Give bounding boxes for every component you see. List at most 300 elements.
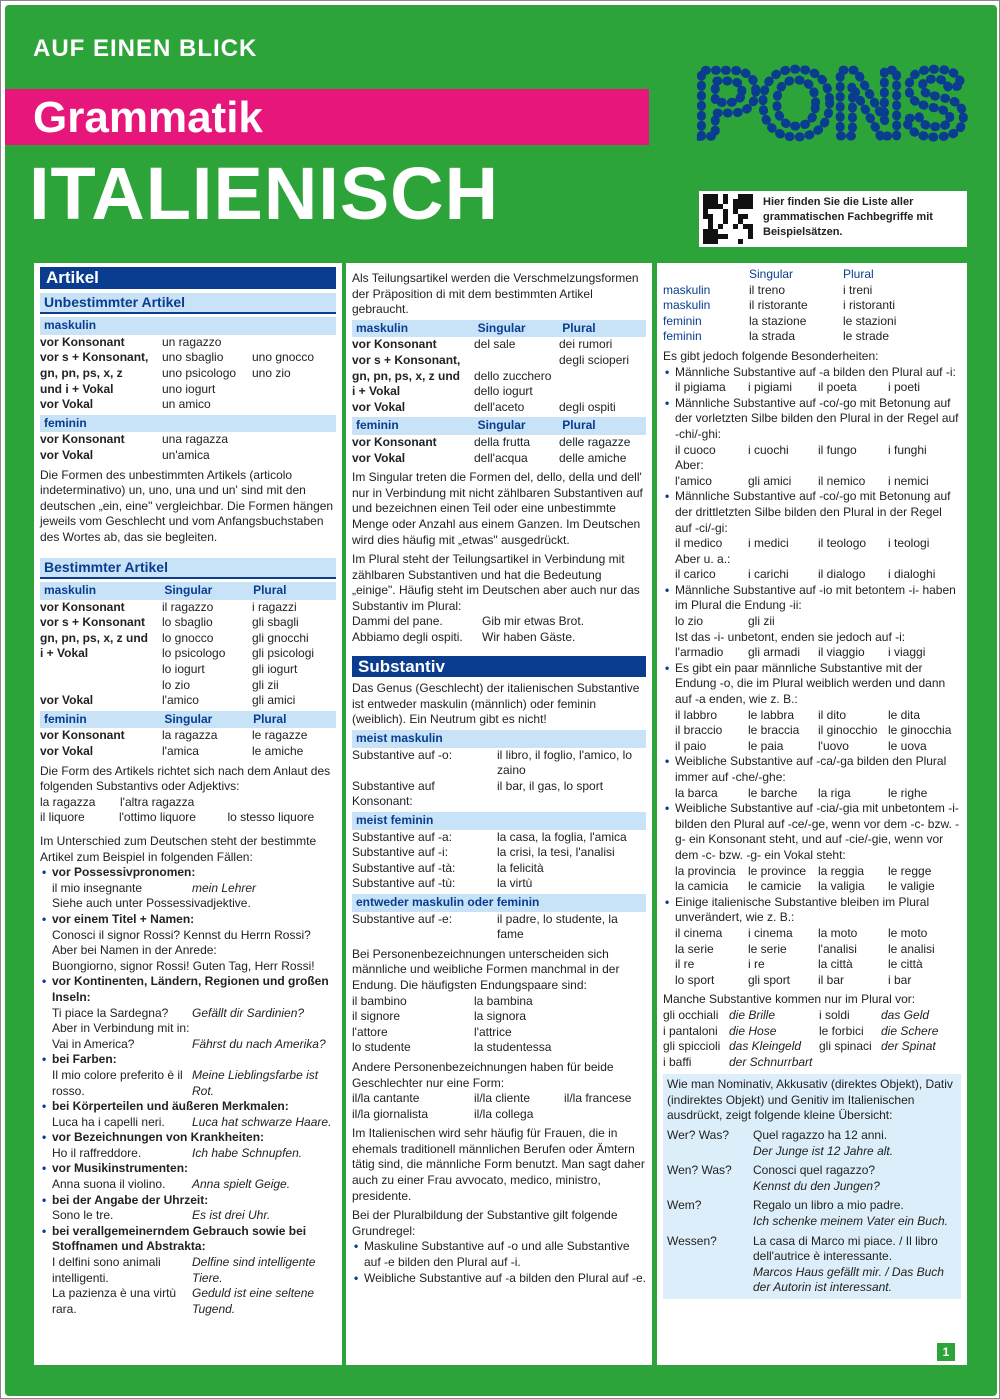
example-row bbox=[40, 881, 336, 897]
case-question: Wen? Was? bbox=[667, 1163, 732, 1178]
table-cell: vor Konsonant bbox=[352, 434, 437, 449]
table-cell bbox=[252, 397, 332, 413]
example-cell: il cinema bbox=[675, 925, 723, 940]
table-header bbox=[352, 320, 646, 338]
example-row bbox=[663, 630, 961, 646]
example-cell: le dita bbox=[888, 707, 921, 722]
table-cell: le ragazze bbox=[252, 728, 308, 743]
paragraph: Das Genus (Geschlecht) der italienischen Substantive ist entweder maskulin (männlich) oder feminin (weiblich). Ein Neutrum gibt es nicht! bbox=[352, 681, 640, 727]
list-item: • bei Farben: bbox=[40, 1052, 336, 1068]
table-cell: vor Konsonant bbox=[40, 728, 125, 743]
table-cell: lo sbaglio bbox=[162, 615, 213, 630]
example-row bbox=[663, 957, 961, 973]
example-cell: le province bbox=[748, 863, 807, 878]
example-it: Conosci il signor Rossi? Kennst du Herrn Rossi? bbox=[52, 927, 311, 942]
table-cell: vor Konsonant bbox=[40, 599, 125, 614]
table-cell bbox=[474, 353, 559, 369]
table-cell: lo zio bbox=[162, 677, 191, 692]
paragraph: Als Teilungsartikel werden die Verschmelzungsformen der Präposition di mit dem bestimmten Artikel gebraucht. bbox=[352, 271, 639, 317]
table-row bbox=[40, 744, 336, 760]
example-row bbox=[40, 1021, 336, 1037]
table-cell: l'amico bbox=[162, 693, 199, 708]
header-cell: feminin bbox=[44, 711, 87, 726]
qr-code-icon[interactable] bbox=[703, 194, 753, 244]
case-it: Regalo un libro a mio padre. bbox=[753, 1198, 904, 1213]
example-cell: il braccio bbox=[675, 723, 723, 738]
example-cell: le paia bbox=[748, 738, 784, 753]
example-cell: il medico bbox=[675, 536, 723, 551]
table-cell: Substantive auf -tù: bbox=[352, 876, 456, 891]
table-cell: l'amica bbox=[162, 744, 199, 759]
table-cell: uno zio bbox=[252, 365, 291, 380]
table-row bbox=[663, 1008, 961, 1024]
table-cell: lo iogurt bbox=[162, 662, 205, 677]
header-cell: Singular bbox=[164, 711, 213, 726]
table-cell: maskulin bbox=[663, 282, 711, 297]
example-row bbox=[40, 1255, 336, 1286]
table-cell: delle ragazze bbox=[559, 434, 631, 449]
table-row bbox=[40, 397, 336, 413]
case-de: Der Junge ist 12 Jahre alt. bbox=[753, 1143, 894, 1158]
example-de: Gefällt dir Sardinien? bbox=[192, 1005, 305, 1020]
example-cell: la riga bbox=[818, 785, 851, 800]
table-cell: i pantaloni bbox=[663, 1023, 718, 1038]
table-row bbox=[40, 810, 336, 826]
gender-label: meist feminin bbox=[352, 812, 646, 830]
case-it: Quel ragazzo ha 12 anni. bbox=[753, 1128, 888, 1143]
example-cell bbox=[818, 614, 888, 630]
example-de: Es ist drei Uhr. bbox=[192, 1208, 271, 1223]
table-row bbox=[352, 1009, 646, 1025]
example-cell: il cuoco bbox=[675, 442, 716, 457]
table-cell: della frutta bbox=[474, 434, 531, 449]
case-row bbox=[667, 1234, 957, 1296]
table-cell: Gib mir etwas Brot. bbox=[482, 614, 585, 629]
example-cell: le città bbox=[888, 957, 923, 972]
table-row bbox=[352, 369, 646, 385]
example-cell: i viaggi bbox=[888, 645, 926, 660]
table-cell: il ristorante bbox=[749, 298, 808, 313]
table-cell bbox=[881, 1055, 951, 1071]
table-cell: l'attrice bbox=[474, 1024, 512, 1039]
table-cell: gli spinaci bbox=[819, 1039, 872, 1054]
example-cell: il bar bbox=[818, 972, 845, 987]
table-cell: gli sbagli bbox=[252, 615, 299, 630]
table-cell: la crisi, la tesi, l'analisi bbox=[497, 845, 615, 860]
header-cell: Singular bbox=[477, 418, 526, 433]
table-row bbox=[352, 830, 646, 846]
example-row bbox=[663, 474, 961, 490]
table-cell: il libro, il foglio, l'amico, lo zaino bbox=[497, 747, 633, 778]
example-row bbox=[663, 380, 961, 396]
table-cell: la signora bbox=[474, 1009, 527, 1024]
example-de: Geduld ist eine seltene Tugend. bbox=[192, 1286, 315, 1316]
table-row bbox=[352, 1091, 646, 1107]
table-cell: il signore bbox=[352, 1009, 401, 1024]
paragraph: Im Singular treten die Formen del, dello, della und dell' nur in Verbindung mit nicht zählbaren Substantiven auf und bezeichnen einen Teil oder eine unbestimmte Menge oder Anzahl aus einem Ganzen. Im Deutschen wird dies häufig mit „etwas" ausgedrückt. bbox=[352, 470, 643, 547]
table-row bbox=[352, 748, 646, 779]
example-row bbox=[663, 786, 961, 802]
header-cell: Plural bbox=[253, 583, 287, 598]
table-cell: Abbiamo degli ospiti. bbox=[352, 630, 463, 645]
subtitle-bar bbox=[5, 89, 649, 145]
table-cell: das Geld bbox=[881, 1007, 930, 1022]
case-examples bbox=[753, 1198, 953, 1229]
example-cell: il viaggio bbox=[818, 645, 865, 660]
table-cell: vor Vokal bbox=[352, 399, 406, 414]
table-row bbox=[352, 451, 646, 467]
table-cell: Substantive auf -i: bbox=[352, 845, 449, 860]
table-cell: il treno bbox=[749, 282, 786, 297]
example-row bbox=[663, 645, 961, 661]
table-cell: la virtù bbox=[497, 876, 533, 891]
series-label: AUF EINEN BLICK bbox=[33, 35, 258, 62]
example-cell: l'amico bbox=[675, 473, 712, 488]
table-row bbox=[40, 350, 336, 366]
case-box bbox=[663, 1074, 961, 1299]
example-cell: l'analisi bbox=[818, 941, 857, 956]
table-row bbox=[40, 693, 336, 709]
table-cell: die Brille bbox=[729, 1007, 776, 1022]
table-cell: del sale bbox=[474, 337, 516, 352]
example-cell: gli sport bbox=[748, 972, 791, 987]
table-cell: l'ottimo liquore bbox=[118, 810, 196, 825]
table-cell: der Spinat bbox=[881, 1039, 936, 1054]
example-row bbox=[40, 1146, 336, 1162]
header-cell: Singular bbox=[164, 583, 213, 598]
example-cell: i dialoghi bbox=[888, 567, 936, 582]
table-cell: vor Konsonant bbox=[352, 337, 437, 352]
table-cell: l'attore bbox=[352, 1024, 388, 1039]
table-cell: gli gnocchi bbox=[252, 630, 309, 645]
example-row bbox=[40, 1208, 336, 1224]
case-question: Wer? Was? bbox=[667, 1128, 730, 1143]
case-question: Wem? bbox=[667, 1198, 702, 1213]
gender-label: maskulin bbox=[40, 317, 336, 335]
list-item: • Männliche Substantive auf -co/-go mit Betonung auf der vorletzten Silbe bilden den Plural in der Regel auf -chi/-ghi: bbox=[663, 396, 961, 443]
paragraph: Im Unterschied zum Deutschen steht der bestimmte Artikel zum Beispiel in folgenden Fällen: bbox=[40, 834, 317, 864]
section-title: Artikel bbox=[40, 267, 336, 289]
table-cell: gli zii bbox=[252, 677, 279, 692]
table-cell: degli scioperi bbox=[559, 352, 630, 367]
table-cell: i ragazzi bbox=[252, 599, 297, 614]
example-de: Luca hat schwarze Haare. bbox=[192, 1114, 332, 1129]
header-cell: Plural bbox=[253, 711, 287, 726]
table-row bbox=[352, 876, 646, 892]
table-row bbox=[663, 1039, 961, 1055]
list-item: • vor Bezeichnungen von Krankheiten: bbox=[40, 1130, 336, 1146]
example-cell bbox=[888, 614, 958, 630]
example-cell: il paio bbox=[675, 738, 707, 753]
table-cell: la bambina bbox=[474, 993, 533, 1008]
list-item: • vor einem Titel + Namen: bbox=[40, 912, 336, 928]
header-cell: maskulin bbox=[356, 320, 409, 335]
table-cell: maskulin bbox=[663, 298, 711, 313]
table-cell: il/la francese bbox=[564, 1091, 632, 1106]
example-row bbox=[663, 458, 961, 474]
table-row bbox=[40, 448, 336, 464]
table-cell bbox=[559, 384, 644, 400]
example-row bbox=[40, 1068, 336, 1099]
table-cell: le forbici bbox=[819, 1023, 864, 1038]
table-row bbox=[352, 1040, 646, 1056]
table-cell: il bar, il gas, lo sport bbox=[497, 778, 604, 793]
table-cell: vor Vokal bbox=[40, 744, 94, 759]
header-cell: Plural bbox=[843, 267, 874, 281]
example-it: Sono le tre. bbox=[52, 1208, 114, 1223]
example-cell: l'armadio bbox=[675, 645, 724, 660]
table-row bbox=[352, 1025, 646, 1041]
example-it: Il mio colore preferito è il rosso. bbox=[52, 1067, 183, 1098]
example-cell: la moto bbox=[818, 925, 858, 940]
table-cell: Substantive auf -e: bbox=[352, 911, 453, 926]
list-item: • vor Kontinenten, Ländern, Regionen und großen Inseln: bbox=[40, 974, 336, 1005]
table-row bbox=[40, 646, 336, 662]
example-cell: le braccia bbox=[748, 723, 800, 738]
table-row bbox=[352, 1107, 646, 1123]
list-item: • bei der Angabe der Uhrzeit: bbox=[40, 1193, 336, 1209]
example-cell: i medici bbox=[748, 536, 789, 551]
example-cell: il fungo bbox=[818, 442, 857, 457]
table-cell: vor Konsonant bbox=[40, 334, 125, 349]
table-cell: dello zucchero bbox=[474, 368, 552, 383]
case-de: Kennst du den Jungen? bbox=[753, 1178, 880, 1193]
example-de: mein Lehrer bbox=[192, 880, 257, 895]
table-cell: vor s + Konsonant bbox=[40, 615, 146, 630]
example-cell: il poeta bbox=[818, 380, 857, 395]
table-cell: il ragazzo bbox=[162, 599, 214, 614]
column-3 bbox=[657, 263, 967, 1365]
example-row bbox=[40, 1286, 336, 1317]
example-row bbox=[663, 864, 961, 880]
table-cell: der Schnurrbart bbox=[729, 1054, 813, 1069]
table-cell: le amiche bbox=[252, 744, 304, 759]
example-de: Delfine sind intelligente Tiere. bbox=[192, 1255, 316, 1285]
table-cell: gn, pn, ps, x, z und bbox=[40, 630, 148, 645]
table-cell: uno psicologo bbox=[162, 365, 237, 380]
example-it: Luca ha i capelli neri. bbox=[52, 1114, 165, 1129]
example-row bbox=[663, 443, 961, 459]
table-cell: la strada bbox=[749, 329, 796, 344]
example-cell: il dito bbox=[818, 707, 847, 722]
table-cell: gli amici bbox=[252, 693, 296, 708]
example-cell: i carichi bbox=[748, 567, 789, 582]
table-cell: uno sbaglio bbox=[162, 350, 224, 365]
table-cell: uno iogurt bbox=[162, 381, 216, 396]
example-cell: Ist das -i- unbetont, enden sie jedoch auf -i: bbox=[675, 629, 906, 644]
paragraph: Bei der Pluralbildung der Substantive gilt folgende Grundregel: bbox=[352, 1208, 618, 1238]
case-it: La casa di Marco mi piace. / Il libro dell'autrice è interessante. bbox=[753, 1233, 938, 1264]
table-row bbox=[352, 779, 646, 810]
table-cell: lo psicologo bbox=[162, 646, 226, 661]
table-cell: il/la cantante bbox=[352, 1091, 420, 1106]
case-de: Ich schenke meinem Vater ein Buch. bbox=[753, 1214, 948, 1229]
example-cell: i cuochi bbox=[748, 442, 789, 457]
example-it: Ho il raffreddore. bbox=[52, 1145, 142, 1160]
table-cell: il liquore bbox=[40, 810, 85, 825]
column-2 bbox=[346, 263, 652, 1365]
qr-box bbox=[699, 191, 967, 247]
header-cell: Singular bbox=[477, 320, 526, 335]
example-row bbox=[663, 926, 961, 942]
case-question: Wessen? bbox=[667, 1233, 717, 1248]
table-cell: i soldi bbox=[819, 1007, 850, 1022]
table-cell: Substantive auf Konsonant: bbox=[352, 778, 435, 809]
table-cell: uno gnocco bbox=[252, 350, 315, 365]
example-it: I delfini sono animali intelligenti. bbox=[52, 1255, 161, 1285]
example-cell: la valigia bbox=[818, 879, 865, 894]
table-cell: dell'aceto bbox=[474, 399, 525, 414]
table-cell: gli spiccioli bbox=[663, 1039, 721, 1054]
example-row bbox=[40, 1115, 336, 1131]
gender-label: meist maskulin bbox=[352, 730, 646, 748]
example-de: Fährst du nach Amerika? bbox=[192, 1036, 326, 1051]
example-cell: le labbra bbox=[748, 707, 795, 722]
table-cell: die Hose bbox=[729, 1023, 777, 1038]
table-cell: lo studente bbox=[352, 1040, 411, 1055]
main-title: ITALIENISCH bbox=[29, 152, 500, 235]
table-cell: la stazione bbox=[749, 313, 807, 328]
example-it: Aber bei Namen in der Anrede: bbox=[52, 943, 217, 958]
example-row bbox=[663, 614, 961, 630]
table-cell: feminin bbox=[663, 329, 702, 344]
table-cell: gn, pn, ps, x, z und bbox=[352, 368, 460, 383]
header-cell: Plural bbox=[562, 418, 596, 433]
table-cell: un ragazzo bbox=[162, 334, 222, 349]
table-cell: i baffi bbox=[663, 1054, 692, 1069]
example-row bbox=[40, 959, 336, 975]
table-cell: la ragazza bbox=[162, 728, 218, 743]
table-row bbox=[40, 678, 336, 694]
example-cell: le uova bbox=[888, 738, 927, 753]
example-row bbox=[663, 973, 961, 989]
table-cell: il/la cliente bbox=[474, 1091, 531, 1106]
subsection-title: Unbestimmter Artikel bbox=[40, 293, 336, 315]
list-item: • Weibliche Substantive auf -ca/-ga bilden den Plural immer auf -che/-ghe: bbox=[663, 754, 961, 785]
example-cell: il pigiama bbox=[675, 380, 726, 395]
table-cell bbox=[40, 662, 162, 678]
case-row bbox=[667, 1198, 957, 1229]
table-row bbox=[352, 400, 646, 416]
case-intro: Wie man Nominativ, Akkusativ (direktes Objekt), Dativ (indirektes Objekt) und Genitiv im Italienischen ausdrückt, zeigt folgende kleine Übersicht: bbox=[667, 1077, 953, 1123]
case-row bbox=[667, 1163, 957, 1194]
subtitle: Grammatik bbox=[33, 93, 263, 142]
example-cell: il re bbox=[675, 957, 695, 972]
list-item: • Einige italienische Substantive bleiben im Plural unverändert, wie z. B.: bbox=[663, 895, 961, 926]
list-item: • Maskuline Substantive auf -o und alle Substantive auf -e bilden den Plural auf -i. bbox=[352, 1239, 646, 1270]
case-examples bbox=[753, 1163, 953, 1194]
example-cell: il carico bbox=[675, 567, 716, 582]
qr-text: Hier finden Sie die Liste aller grammatischen Fachbegriffe mit Beispielsätzen. bbox=[763, 196, 933, 238]
paragraph: Andere Personenbezeichnungen haben für beide Geschlechter nur eine Form: bbox=[352, 1059, 614, 1090]
paragraph: Die Formen des unbestimmten Artikels (articolo indeterminativo) un, uno, una und un' sind mit den deutschen „ein, eine" vergleichbar. Die Formen hängen jeweils vom Geschlecht und vom Anfangsbuchstaben des Wortes ab, das sie begleiten. bbox=[40, 467, 334, 544]
table-cell: feminin bbox=[663, 313, 702, 328]
table-cell: das Kleingeld bbox=[729, 1039, 802, 1054]
list-item: • Männliche Substantive auf -co/-go mit Betonung auf der drittletzten Silbe bilden den Plural in der Regel auf -ci/-gi: bbox=[663, 489, 961, 536]
example-de: Ich habe Schnupfen. bbox=[192, 1145, 303, 1160]
table-cell: vor Vokal bbox=[352, 450, 406, 465]
example-cell: le analisi bbox=[888, 941, 935, 956]
example-row bbox=[663, 739, 961, 755]
example-row bbox=[663, 536, 961, 552]
table-cell: il/la giornalista bbox=[352, 1106, 429, 1121]
paragraph: Die Form des Artikels richtet sich nach dem Anlaut des folgenden Substantivs oder Adjektivs: bbox=[40, 763, 331, 794]
table-row bbox=[352, 994, 646, 1010]
example-cell: lo sport bbox=[675, 972, 715, 987]
table-row bbox=[352, 435, 646, 451]
example-de: Meine Lieblingsfarbe ist Rot. bbox=[192, 1067, 319, 1098]
table-row bbox=[663, 283, 961, 299]
example-cell: gli amici bbox=[748, 473, 792, 488]
case-de: Marcos Haus gefällt mir. / Das Buch der Autorin ist interessant. bbox=[753, 1264, 944, 1295]
list-item: • Männliche Substantive auf -a bilden den Plural auf -i: bbox=[663, 365, 961, 381]
table-cell: Substantive auf -o: bbox=[352, 747, 453, 762]
table-cell: dell'acqua bbox=[474, 450, 528, 465]
paragraph: Manche Substantive kommen nur im Plural vor: bbox=[663, 992, 916, 1007]
example-cell: l'uovo bbox=[818, 738, 849, 753]
example-cell: la città bbox=[818, 957, 853, 972]
gender-label: feminin bbox=[40, 415, 336, 433]
list-item: • Weibliche Substantive auf -cia/-gia mit unbetontem -i- bilden den Plural auf -ce/-ge, wenn vor dem -c- bzw. -g- ein Konsonant steht, und auf -cie/-gie, wenn vor dem -c- bzw. -g- ein Vokal steht: bbox=[663, 801, 961, 863]
example-row bbox=[40, 928, 336, 944]
table-row bbox=[40, 432, 336, 448]
example-row bbox=[663, 567, 961, 583]
table-cell: l'altra ragazza bbox=[120, 794, 195, 809]
table-cell: i + Vokal bbox=[40, 646, 89, 661]
example-it: Anna suona il violino. bbox=[52, 1177, 166, 1192]
table-cell: le stazioni bbox=[843, 313, 897, 328]
subsection-title: Bestimmter Artikel bbox=[40, 558, 336, 580]
table-header bbox=[352, 417, 646, 435]
list-item: • vor Possessivpronomen: bbox=[40, 865, 336, 881]
table-row bbox=[40, 600, 336, 616]
table-row bbox=[352, 845, 646, 861]
table-row bbox=[352, 614, 646, 630]
list-item: • Weibliche Substantive auf -a bilden den Plural auf -e. bbox=[352, 1271, 646, 1287]
table-cell: vor Konsonant bbox=[40, 432, 125, 447]
example-it: il mio insegnante bbox=[52, 880, 143, 895]
example-cell: le righe bbox=[888, 785, 928, 800]
example-cell: i poeti bbox=[888, 380, 921, 395]
case-examples bbox=[753, 1128, 953, 1159]
example-it: La pazienza è una virtù rara. bbox=[52, 1286, 177, 1316]
table-cell: Substantive auf -tà: bbox=[352, 860, 456, 875]
example-cell: il labbro bbox=[675, 707, 718, 722]
table-row bbox=[663, 329, 961, 345]
table-row bbox=[40, 662, 336, 678]
example-row bbox=[663, 723, 961, 739]
table-cell bbox=[559, 369, 644, 385]
example-cell: Aber: bbox=[675, 458, 704, 473]
case-row bbox=[667, 1128, 957, 1159]
table-row bbox=[352, 861, 646, 877]
list-item: • Männliche Substantive auf -io mit betontem -i- haben im Plural die Endung -ii: bbox=[663, 583, 961, 614]
table-cell: dei rumori bbox=[559, 337, 613, 352]
list-item: • bei Körperteilen und äußeren Merkmalen: bbox=[40, 1099, 336, 1115]
example-cell: gli zii bbox=[748, 614, 775, 629]
example-cell: le camicie bbox=[748, 879, 802, 894]
table-row bbox=[40, 615, 336, 631]
table-cell: vor Vokal bbox=[40, 447, 94, 462]
table-row bbox=[663, 298, 961, 314]
example-cell: il nemico bbox=[818, 473, 866, 488]
table-cell: le strade bbox=[843, 329, 890, 344]
example-cell: i pigiami bbox=[748, 380, 793, 395]
example-cell: i re bbox=[748, 957, 765, 972]
section-title: Substantiv bbox=[352, 656, 646, 678]
table-row bbox=[352, 384, 646, 400]
example-cell: i funghi bbox=[888, 442, 927, 457]
